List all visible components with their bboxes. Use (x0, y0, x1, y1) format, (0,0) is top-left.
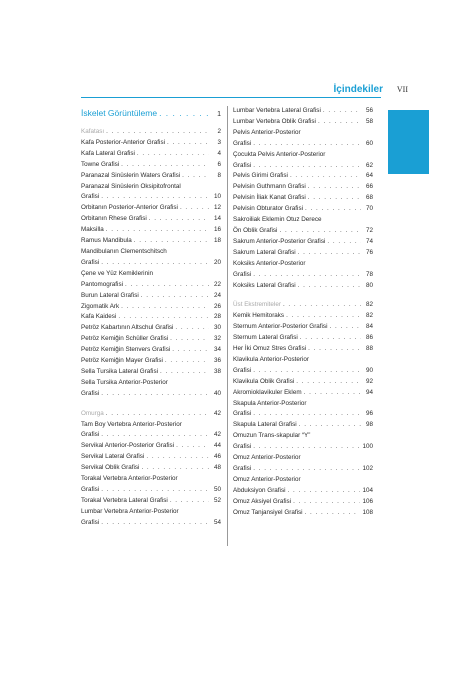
toc-entry-page-number: 20 (213, 258, 221, 266)
toc-entry[interactable] (233, 204, 373, 215)
dot-leader (159, 106, 209, 120)
toc-entry-page-number: 34 (213, 346, 221, 354)
toc-section-heading[interactable] (81, 409, 221, 420)
toc-entry-title: Pelvisin Obturator Grafisi (233, 205, 303, 213)
toc-entry-page-number: 72 (365, 226, 373, 234)
toc-entry[interactable] (81, 334, 221, 345)
toc-entry-title: Tam Boy Vertebra Anterior-Posterior (81, 420, 182, 428)
toc-entry-title: Pelvisin İliak Kanat Grafisi (233, 194, 306, 202)
toc-entry[interactable] (233, 248, 373, 259)
toc-entry-page-number: 108 (362, 508, 373, 516)
toc-entry-title: Servikal Lateral Grafisi (81, 453, 145, 461)
toc-entry[interactable] (81, 247, 221, 258)
toc-entry-title: Lumbar Vertebra Anterior-Posterior (81, 507, 179, 515)
toc-entry[interactable] (81, 389, 221, 400)
toc-entry-page-number: 98 (365, 421, 373, 429)
toc-entry-page-number: 10 (213, 193, 221, 201)
toc-entry-title: Grafisi (233, 410, 252, 418)
toc-entry[interactable] (81, 463, 221, 474)
toc-entry-title: Çene ve Yüz Kemiklerinin (81, 269, 153, 277)
dot-leader (253, 366, 361, 377)
toc-entry-page-number: 32 (213, 335, 221, 343)
toc-entry[interactable] (81, 171, 221, 182)
toc-entry-title: Orbitanın Posterior-Anterior Grafisi (81, 204, 178, 212)
toc-entry-page-number: 54 (213, 518, 221, 526)
toc-entry-title: Petröz Kemiğin Schüller Grafisi (81, 335, 169, 343)
toc-entry-title: Omuz Aksiyel Grafisi (233, 497, 292, 505)
toc-entry-page-number: 88 (365, 345, 373, 353)
toc-entry-title: Kafa Posterior-Anterior Grafisi (81, 138, 165, 146)
toc-entry[interactable] (233, 475, 373, 486)
toc-entry[interactable] (233, 508, 373, 519)
toc-section-heading[interactable] (233, 300, 373, 311)
toc-entry-title: Petröz Kemiğin Mayer Grafisi (81, 357, 163, 365)
toc-entry[interactable] (81, 496, 221, 507)
toc-entry-title: Omuz Tanjansiyel Grafisi (233, 508, 303, 516)
toc-entry-page-number: 66 (365, 183, 373, 191)
toc-entry-title: Sternum Lateral Grafisi (233, 334, 298, 342)
toc-entry-page-number: 1 (217, 111, 221, 118)
dot-leader (253, 409, 361, 420)
toc-entry[interactable] (81, 474, 221, 485)
toc-entry-page-number: 62 (365, 161, 373, 169)
toc-entry[interactable] (81, 214, 221, 225)
toc-entry[interactable] (233, 464, 373, 475)
toc-entry-title: Skapula Lateral Grafisi (233, 421, 297, 429)
toc-entry-page-number: 42 (213, 409, 221, 417)
toc-entry[interactable] (233, 497, 373, 508)
toc-entry-page-number: 76 (365, 248, 373, 256)
toc-entry-title: Petröz Kemiğin Stenvers Grafisi (81, 346, 171, 354)
toc-entry[interactable] (233, 442, 373, 453)
toc-entry-page-number: 86 (365, 334, 373, 342)
dot-leader (101, 485, 209, 496)
toc-entry[interactable] (233, 431, 373, 442)
toc-entry-page-number: 74 (365, 237, 373, 245)
dot-leader (323, 106, 361, 117)
toc-entry-title: Paranazal Sinüslerin Oksipitofrontal (81, 182, 181, 190)
toc-entry[interactable] (81, 203, 221, 214)
dot-leader (308, 193, 361, 204)
toc-entry[interactable] (233, 377, 373, 388)
toc-entry-page-number: 92 (365, 377, 373, 385)
toc-entry[interactable] (233, 171, 373, 182)
toc-entry-page-number: 24 (213, 291, 221, 299)
toc-entry[interactable] (81, 367, 221, 378)
toc-entry-title: Kafa Kaidesi (81, 313, 117, 321)
dot-leader (160, 367, 209, 378)
toc-entry-title: Grafisi (233, 270, 252, 278)
dot-leader (329, 322, 361, 333)
dot-leader (167, 138, 209, 149)
dot-leader (300, 333, 361, 344)
dot-leader (305, 204, 361, 215)
dot-leader (327, 237, 361, 248)
toc-entry[interactable] (233, 409, 373, 420)
toc-entry-title: Zigomatik Ark (81, 302, 120, 310)
toc-entry[interactable] (233, 366, 373, 377)
toc-entry[interactable] (233, 453, 373, 464)
toc-entry-title: Burun Lateral Grafisi (81, 291, 139, 299)
toc-entry-page-number: 16 (213, 226, 221, 234)
dot-leader (308, 344, 361, 355)
toc-entry-page-number: 42 (213, 431, 221, 439)
toc-entry-title: Petröz Kabartının Altschul Grafisi (81, 324, 174, 332)
toc-entry[interactable] (233, 281, 373, 292)
dot-leader (141, 463, 209, 474)
toc-entry-title: Grafisi (81, 486, 100, 493)
dot-leader (298, 248, 361, 259)
toc-entry-page-number: 90 (365, 366, 373, 374)
toc-entry-title: Grafisi (81, 258, 100, 266)
toc-entry[interactable] (233, 226, 373, 237)
toc-entry-page-number: 3 (217, 138, 221, 146)
toc-entry[interactable] (233, 106, 373, 117)
toc-entry-title: Pantomografisi (81, 280, 123, 288)
toc-entry-title: Grafisi (233, 161, 252, 169)
toc-entry[interactable] (81, 420, 221, 431)
toc-entry-title: Omuzun Trans-skapular “Y” (233, 432, 311, 440)
toc-entry-page-number: 36 (213, 357, 221, 365)
toc-entry-page-number: 106 (362, 497, 373, 505)
dot-leader (182, 171, 209, 182)
section-gap (233, 291, 373, 300)
toc-entry-title: İskelet Görüntüleme (81, 108, 158, 118)
toc-entry-page-number: 2 (217, 128, 221, 135)
toc-entry[interactable] (81, 518, 221, 529)
toc-entry-title: Lumbar Vertebra Oblik Grafisi (233, 117, 316, 125)
dot-leader (118, 312, 209, 323)
toc-entry-title: Grafisi (81, 431, 100, 439)
toc-entry-title: Lumbar Vertebra Lateral Grafisi (233, 107, 321, 114)
toc-entry[interactable] (233, 322, 373, 333)
dot-leader (121, 302, 209, 313)
toc-entry-title: Omuz Anterior-Posterior (233, 454, 301, 462)
dot-leader (101, 430, 209, 441)
dot-leader (283, 300, 361, 311)
toc-entry-page-number: 40 (213, 389, 221, 397)
toc-entry[interactable] (233, 344, 373, 355)
toc-entry-title: Omurga (81, 409, 104, 417)
toc-entry[interactable] (81, 441, 221, 452)
toc-entry-title: Kafatası (81, 128, 105, 135)
toc-entry-page-number: 6 (217, 160, 221, 168)
dot-leader (101, 518, 209, 529)
toc-entry-title: Sakroiliak Eklemin Otuz Derece (233, 216, 322, 224)
dot-leader (165, 356, 209, 367)
toc-entry-title: Grafisi (81, 518, 100, 526)
dot-leader (298, 281, 361, 292)
toc-entry-title: Ön Oblik Grafisi (233, 226, 278, 234)
toc-entry-title: Mandibulanın Clementschitsch (81, 247, 167, 255)
toc-entry[interactable] (233, 128, 373, 139)
dot-leader (299, 420, 361, 431)
toc-entry[interactable] (81, 138, 221, 149)
toc-entry-title: Grafisi (233, 465, 252, 472)
chapter-tab-marker (388, 110, 429, 174)
dot-leader (141, 291, 209, 302)
toc-entry-page-number: 8 (217, 171, 221, 179)
toc-entry-page-number: 4 (217, 149, 221, 157)
toc-entry-page-number: 68 (365, 194, 373, 202)
header-rule (81, 97, 381, 98)
toc-entry-title: Servikal Anterior-Posterior Grafisi (81, 442, 175, 450)
toc-entry-title: Towne Grafisi (81, 160, 120, 168)
dot-leader (101, 192, 209, 203)
toc-entry-title: Her İki Omuz Stres Grafisi (233, 345, 307, 353)
dot-leader (134, 236, 209, 247)
dot-leader (175, 323, 209, 334)
dot-leader (253, 442, 360, 453)
dot-leader (137, 149, 209, 160)
toc-entry-page-number: 50 (213, 486, 221, 493)
toc-entry-title: Skapula Anterior-Posterior (233, 399, 307, 407)
dot-leader (101, 258, 209, 269)
toc-entry-title: Grafisi (233, 139, 252, 147)
toc-entry[interactable] (233, 139, 373, 150)
toc-entry-title: Grafisi (81, 389, 100, 397)
dot-leader (121, 160, 209, 171)
toc-entry-page-number: 44 (213, 442, 221, 450)
toc-entry[interactable] (233, 259, 373, 270)
toc-entry[interactable] (233, 150, 373, 161)
dot-leader (290, 171, 361, 182)
toc-entry[interactable] (233, 237, 373, 248)
toc-entry-title: Servikal Oblik Grafisi (81, 464, 140, 472)
toc-entry[interactable] (81, 430, 221, 441)
toc-entry-page-number: 84 (365, 323, 373, 331)
dot-leader (146, 452, 209, 463)
page-number: VII (396, 85, 408, 94)
toc-entry[interactable] (233, 355, 373, 366)
section-gap (81, 400, 221, 409)
toc-entry[interactable] (81, 291, 221, 302)
toc-entry-title: Grafisi (233, 366, 252, 374)
toc-entry[interactable] (233, 486, 373, 497)
toc-entry[interactable] (81, 192, 221, 203)
toc-entry[interactable] (81, 507, 221, 518)
toc-entry-page-number: 78 (365, 270, 373, 278)
toc-entry-page-number: 64 (365, 172, 373, 180)
toc-entry-title: Ramus Mandibula (81, 237, 132, 245)
toc-entry[interactable] (81, 312, 221, 323)
toc-entry-title: Grafisi (233, 443, 252, 451)
dot-leader (106, 409, 209, 420)
toc-entry-page-number: 104 (362, 486, 373, 494)
dot-leader (305, 508, 361, 519)
toc-entry[interactable] (81, 485, 221, 496)
toc-entry[interactable] (81, 378, 221, 389)
toc-chapter-entry[interactable] (81, 106, 221, 122)
toc-entry[interactable] (233, 333, 373, 344)
dot-leader (253, 139, 361, 150)
toc-column-right (233, 106, 373, 519)
dot-leader (172, 345, 209, 356)
toc-entry[interactable] (233, 117, 373, 128)
dot-leader (318, 117, 361, 128)
toc-entry-page-number: 22 (213, 280, 221, 288)
page-header-title: İçindekiler (333, 84, 383, 95)
toc-entry-page-number: 60 (365, 139, 373, 147)
toc-entry[interactable] (81, 258, 221, 269)
toc-entry-title: Abduksiyon Grafisi (233, 486, 286, 494)
dot-leader (149, 214, 209, 225)
dot-leader (253, 464, 360, 475)
toc-entry-title: Pelvisin Guthmann Grafisi (233, 183, 306, 191)
toc-entry-title: Paranazal Sinüslerin Waters Grafisi (81, 171, 181, 179)
toc-entry[interactable] (233, 215, 373, 226)
dot-leader (279, 226, 361, 237)
toc-entry-page-number: 26 (213, 302, 221, 310)
toc-entry-page-number: 58 (365, 117, 373, 125)
toc-entry-title: Sternum Anterior-Posterior Grafisi (233, 323, 328, 331)
toc-entry[interactable] (81, 356, 221, 367)
toc-entry[interactable] (81, 323, 221, 334)
toc-entry-page-number: 82 (365, 301, 373, 309)
toc-entry[interactable] (81, 225, 221, 236)
dot-leader (176, 441, 209, 452)
toc-entry[interactable] (81, 280, 221, 291)
toc-entry[interactable] (233, 399, 373, 410)
dot-leader (293, 497, 360, 508)
toc-entry[interactable] (81, 452, 221, 463)
toc-entry-title: Klavikula Anterior-Posterior (233, 355, 309, 363)
dot-leader (288, 486, 361, 497)
toc-entry[interactable] (81, 302, 221, 313)
toc-entry[interactable] (81, 182, 221, 193)
toc-entry-title: Üst Ekstremiteler (233, 301, 281, 309)
toc-entry-page-number: 46 (213, 453, 221, 461)
toc-column-left (81, 106, 221, 529)
dot-leader (180, 203, 209, 214)
toc-entry[interactable] (81, 236, 221, 247)
toc-entry-title: Torakal Vertebra Lateral Grafisi (81, 496, 168, 504)
toc-entry-page-number: 102 (362, 465, 373, 472)
toc-entry-title: Maksilla (81, 226, 104, 234)
column-divider (227, 106, 228, 546)
dot-leader (304, 388, 361, 399)
toc-entry-title: Orbitanın Rhese Grafisi (81, 215, 147, 223)
toc-entry-title: Sella Tursika Lateral Grafisi (81, 367, 158, 375)
toc-entry-page-number: 52 (213, 496, 221, 504)
dot-leader (170, 334, 209, 345)
dot-leader (253, 161, 361, 172)
toc-entry-page-number: 94 (365, 388, 373, 396)
toc-entry-title: Grafisi (81, 193, 100, 201)
toc-entry-title: Sakrum Lateral Grafisi (233, 248, 296, 256)
toc-entry-title: Omuz Anterior-Posterior (233, 475, 301, 483)
toc-entry[interactable] (233, 311, 373, 322)
toc-entry-page-number: 70 (365, 205, 373, 213)
toc-entry-title: Koksiks Anterior-Posterior (233, 259, 306, 267)
dot-leader (308, 182, 361, 193)
toc-entry-page-number: 38 (213, 367, 221, 375)
toc-entry-page-number: 12 (213, 204, 221, 212)
toc-section-heading[interactable] (81, 127, 221, 138)
toc-entry-page-number: 96 (365, 410, 373, 418)
toc-entry-title: Kemik Hemitoraks (233, 312, 285, 320)
toc-entry[interactable] (81, 149, 221, 160)
toc-entry-page-number: 30 (213, 324, 221, 332)
dot-leader (170, 496, 209, 507)
toc-entry-page-number: 28 (213, 313, 221, 321)
dot-leader (106, 225, 209, 236)
toc-entry-title: Koksiks Lateral Grafisi (233, 281, 296, 289)
toc-entry-page-number: 80 (365, 281, 373, 289)
toc-entry-title: Torakal Vertebra Anterior-Posterior (81, 475, 178, 483)
toc-entry[interactable] (233, 270, 373, 281)
dot-leader (106, 127, 209, 138)
toc-entry[interactable] (233, 420, 373, 431)
toc-entry[interactable] (233, 182, 373, 193)
toc-entry-title: Çocukta Pelvis Anterior-Posterior (233, 150, 326, 158)
toc-entry[interactable] (81, 160, 221, 171)
toc-entry-title: Akromioklavikuler Eklem (233, 388, 302, 396)
dot-leader (125, 280, 209, 291)
dot-leader (253, 270, 361, 281)
toc-entry-page-number: 82 (365, 312, 373, 320)
toc-entry-page-number: 56 (365, 107, 373, 114)
toc-entry[interactable] (233, 161, 373, 172)
toc-entry[interactable] (233, 193, 373, 204)
toc-entry-page-number: 100 (362, 443, 373, 451)
toc-entry-title: Sakrum Anterior-Posterior Grafisi (233, 237, 326, 245)
toc-entry-title: Sella Tursika Anterior-Posterior (81, 378, 168, 386)
toc-entry[interactable] (233, 388, 373, 399)
toc-entry-title: Pelvis Anterior-Posterior (233, 128, 301, 136)
toc-entry[interactable] (81, 345, 221, 356)
toc-entry-title: Klavikula Oblik Grafisi (233, 377, 295, 385)
toc-entry-page-number: 18 (213, 237, 221, 245)
dot-leader (296, 377, 361, 388)
toc-entry-page-number: 14 (213, 215, 221, 223)
toc-entry-title: Pelvis Girimi Grafisi (233, 172, 288, 180)
toc-entry-title: Kafa Lateral Grafisi (81, 149, 135, 157)
toc-entry[interactable] (81, 269, 221, 280)
toc-entry-page-number: 48 (213, 464, 221, 472)
dot-leader (286, 311, 361, 322)
dot-leader (101, 389, 209, 400)
